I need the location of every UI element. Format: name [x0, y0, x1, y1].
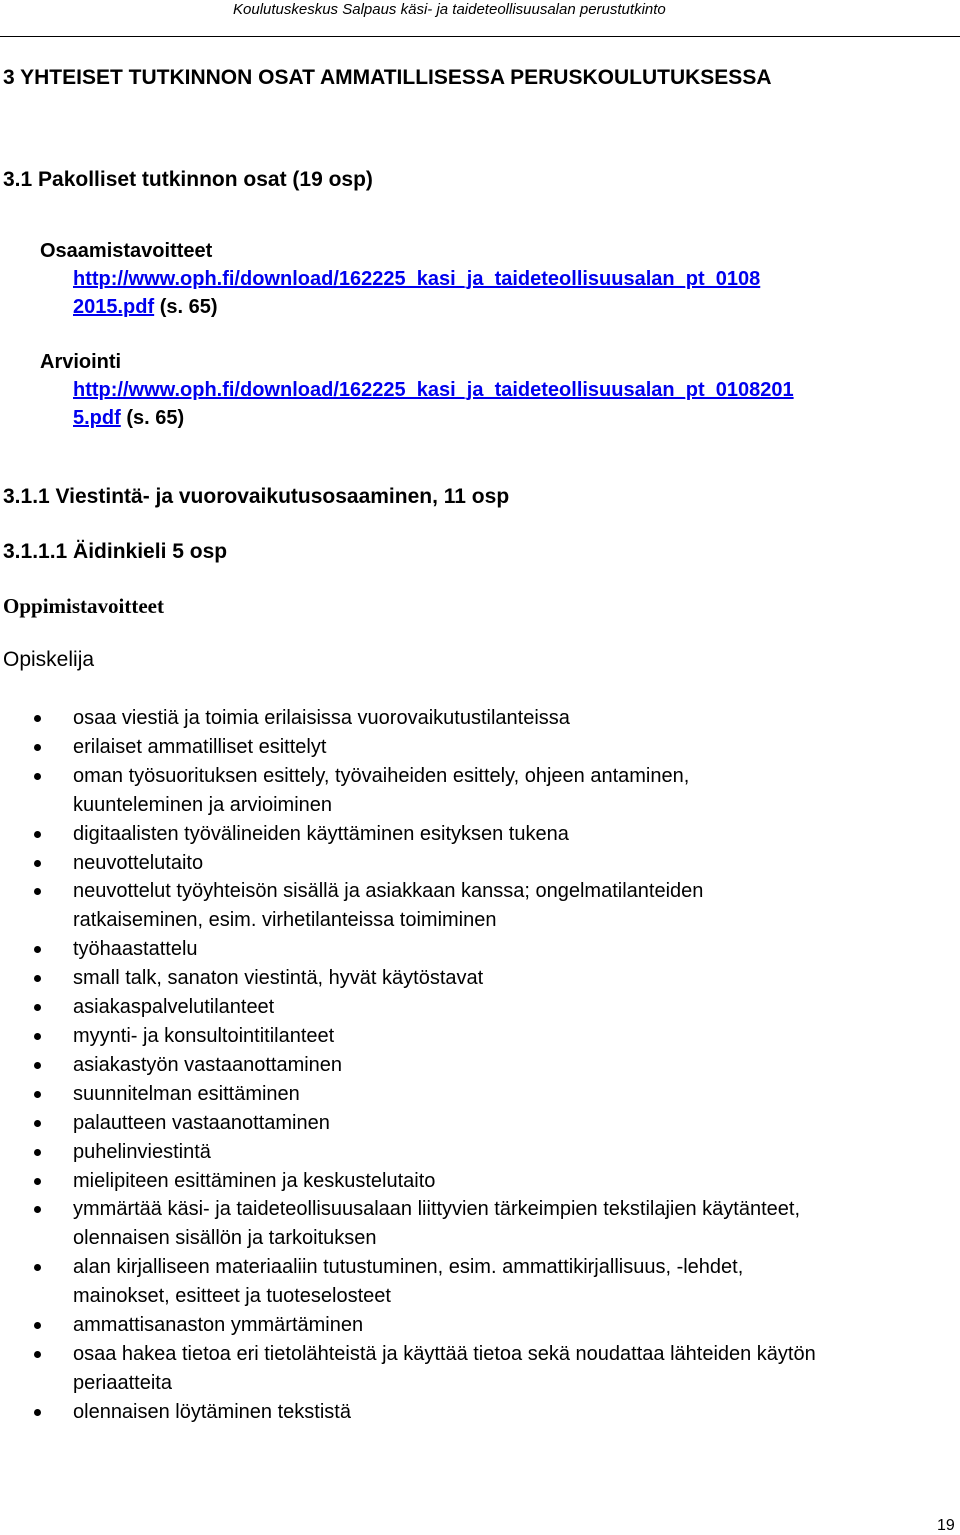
bullet-dot-icon — [34, 1264, 41, 1271]
list-item — [0, 704, 960, 733]
list-item — [0, 1051, 960, 1080]
list-item — [0, 733, 960, 762]
list-item-text: mainokset, esitteet ja tuoteselosteet — [73, 1285, 391, 1308]
arviointi-link-continued[interactable]: 5.pdf — [73, 407, 121, 429]
list-item — [0, 1167, 960, 1196]
list-item — [0, 1080, 960, 1109]
list-item — [0, 964, 960, 993]
list-item-text: erilaiset ammatilliset esittelyt — [73, 735, 327, 758]
subsubsection-title: 3.1.1 Viestintä- ja vuorovaikutusosaaminen, 11 osp — [3, 485, 510, 508]
list-item-text: mielipiteen esittäminen ja keskustelutaito — [73, 1169, 436, 1192]
list-item-text: olennaisen löytäminen tekstistä — [73, 1400, 351, 1423]
list-item — [0, 1253, 960, 1311]
bullet-dot-icon — [34, 1149, 41, 1156]
list-item-text: ratkaiseminen, esim. virhetilanteissa toimiminen — [73, 909, 497, 932]
arviointi-link-line2 — [73, 407, 184, 430]
osaamistavoitteet-label: Osaamistavoitteet — [40, 240, 213, 262]
bullet-dot-icon — [34, 1178, 41, 1185]
subsection-title: 3.1 Pakolliset tutkinnon osat (19 osp) — [3, 168, 373, 191]
list-item — [0, 849, 960, 878]
list-item-text: neuvottelutaito — [73, 851, 204, 874]
bullet-dot-icon — [34, 975, 41, 982]
list-item — [0, 1311, 960, 1340]
bullet-dot-icon — [34, 1062, 41, 1069]
bullet-dot-icon — [34, 1033, 41, 1040]
list-item-text: palautteen vastaanottaminen — [73, 1111, 330, 1134]
list-item-text: ammattisanaston ymmärtäminen — [73, 1314, 364, 1337]
list-item — [0, 935, 960, 964]
bullet-dot-icon — [34, 1206, 41, 1213]
list-item — [0, 1195, 960, 1253]
list-item — [0, 877, 960, 935]
bullet-dot-icon — [34, 831, 41, 838]
osaamistavoitteet-link-line2 — [73, 296, 218, 319]
list-item-text: periaatteita — [73, 1371, 172, 1394]
page-header — [0, 0, 960, 37]
osaamistavoitteet-link-line1[interactable] — [73, 268, 760, 291]
bullet-dot-icon — [34, 1004, 41, 1011]
osaamistavoitteet-page-ref: (s. 65) — [154, 296, 218, 318]
list-item-text: myynti- ja konsultointitilanteet — [73, 1024, 335, 1047]
bullet-dot-icon — [34, 1322, 41, 1329]
list-item-text: asiakaspalvelutilanteet — [73, 996, 275, 1019]
list-item — [0, 993, 960, 1022]
list-item-text: ymmärtää käsi- ja taideteollisuusalaan liittyvien tärkeimpien tekstilajien käytänteet, — [73, 1198, 801, 1221]
section-title: 3 YHTEISET TUTKINNON OSAT AMMATILLISESSA PERUSKOULUTUKSESSA — [3, 66, 772, 89]
unit-title: 3.1.1.1 Äidinkieli 5 osp — [3, 540, 228, 563]
bullet-dot-icon — [34, 1351, 41, 1358]
arviointi-page-ref: (s. 65) — [120, 407, 185, 429]
bullet-dot-icon — [34, 860, 41, 867]
osaamistavoitteet-link[interactable]: http://www.oph.fi/download/162225_kasi_ja_taideteollisuusalan_pt_0108 — [73, 268, 761, 290]
list-item-text: työhaastattelu — [73, 938, 198, 961]
running-title: Koulutuskeskus Salpaus käsi- ja taideteollisuusalan perustutkinto — [233, 1, 666, 18]
list-item — [0, 1022, 960, 1051]
list-item-text: oman työsuorituksen esittely, työvaiheiden esittely, ohjeen antaminen, — [73, 764, 690, 787]
arviointi-link[interactable]: http://www.oph.fi/download/162225_kasi_ja_taideteollisuusalan_pt_0108201 — [73, 379, 794, 401]
list-item — [0, 820, 960, 849]
bullet-dot-icon — [34, 946, 41, 953]
list-item-text: kuunteleminen ja arvioiminen — [73, 793, 333, 816]
list-item-text: neuvottelut työyhteisön sisällä ja asiakkaan kanssa; ongelmatilanteiden — [73, 880, 704, 903]
student-label: Opiskelija — [3, 648, 95, 671]
bullet-dot-icon — [34, 1409, 41, 1416]
list-item — [0, 762, 960, 820]
list-item-text: osaa viestiä ja toimia erilaisissa vuorovaikutustilanteissa — [73, 707, 570, 729]
learning-goals-heading: Oppimistavoitteet — [3, 594, 164, 618]
page-number: 19 — [937, 1517, 955, 1534]
arviointi-link-line1[interactable] — [73, 379, 794, 402]
list-item-text: osaa hakea tietoa eri tietolähteistä ja käyttää tietoa sekä noudattaa lähteiden käytön — [73, 1342, 816, 1365]
list-item-text: asiakastyön vastaanottaminen — [73, 1053, 343, 1076]
bullet-dot-icon — [34, 1120, 41, 1127]
osaamistavoitteet-link-continued[interactable]: 2015.pdf — [73, 296, 155, 318]
bullet-dot-icon — [34, 773, 41, 780]
learning-goals-list — [0, 704, 960, 1427]
list-item-text: olennaisen sisällön ja tarkoituksen — [73, 1227, 377, 1250]
list-item — [0, 1340, 960, 1398]
list-item-text: digitaalisten työvälineiden käyttäminen esityksen tukena — [73, 822, 569, 845]
list-item — [0, 1138, 960, 1167]
list-item-text: small talk, sanaton viestintä, hyvät käytöstavat — [73, 967, 484, 990]
bullet-dot-icon — [34, 744, 41, 751]
list-item-text: suunnitelman esittäminen — [73, 1082, 300, 1105]
list-item — [0, 1398, 960, 1427]
bullet-dot-icon — [34, 1091, 41, 1098]
list-item-text: alan kirjalliseen materiaaliin tutustuminen, esim. ammattikirjallisuus, -lehdet, — [73, 1256, 744, 1279]
bullet-dot-icon — [34, 715, 41, 722]
list-item — [0, 1109, 960, 1138]
bullet-dot-icon — [34, 888, 41, 895]
arviointi-label: Arviointi — [40, 351, 122, 373]
list-item-text: puhelinviestintä — [73, 1140, 211, 1163]
